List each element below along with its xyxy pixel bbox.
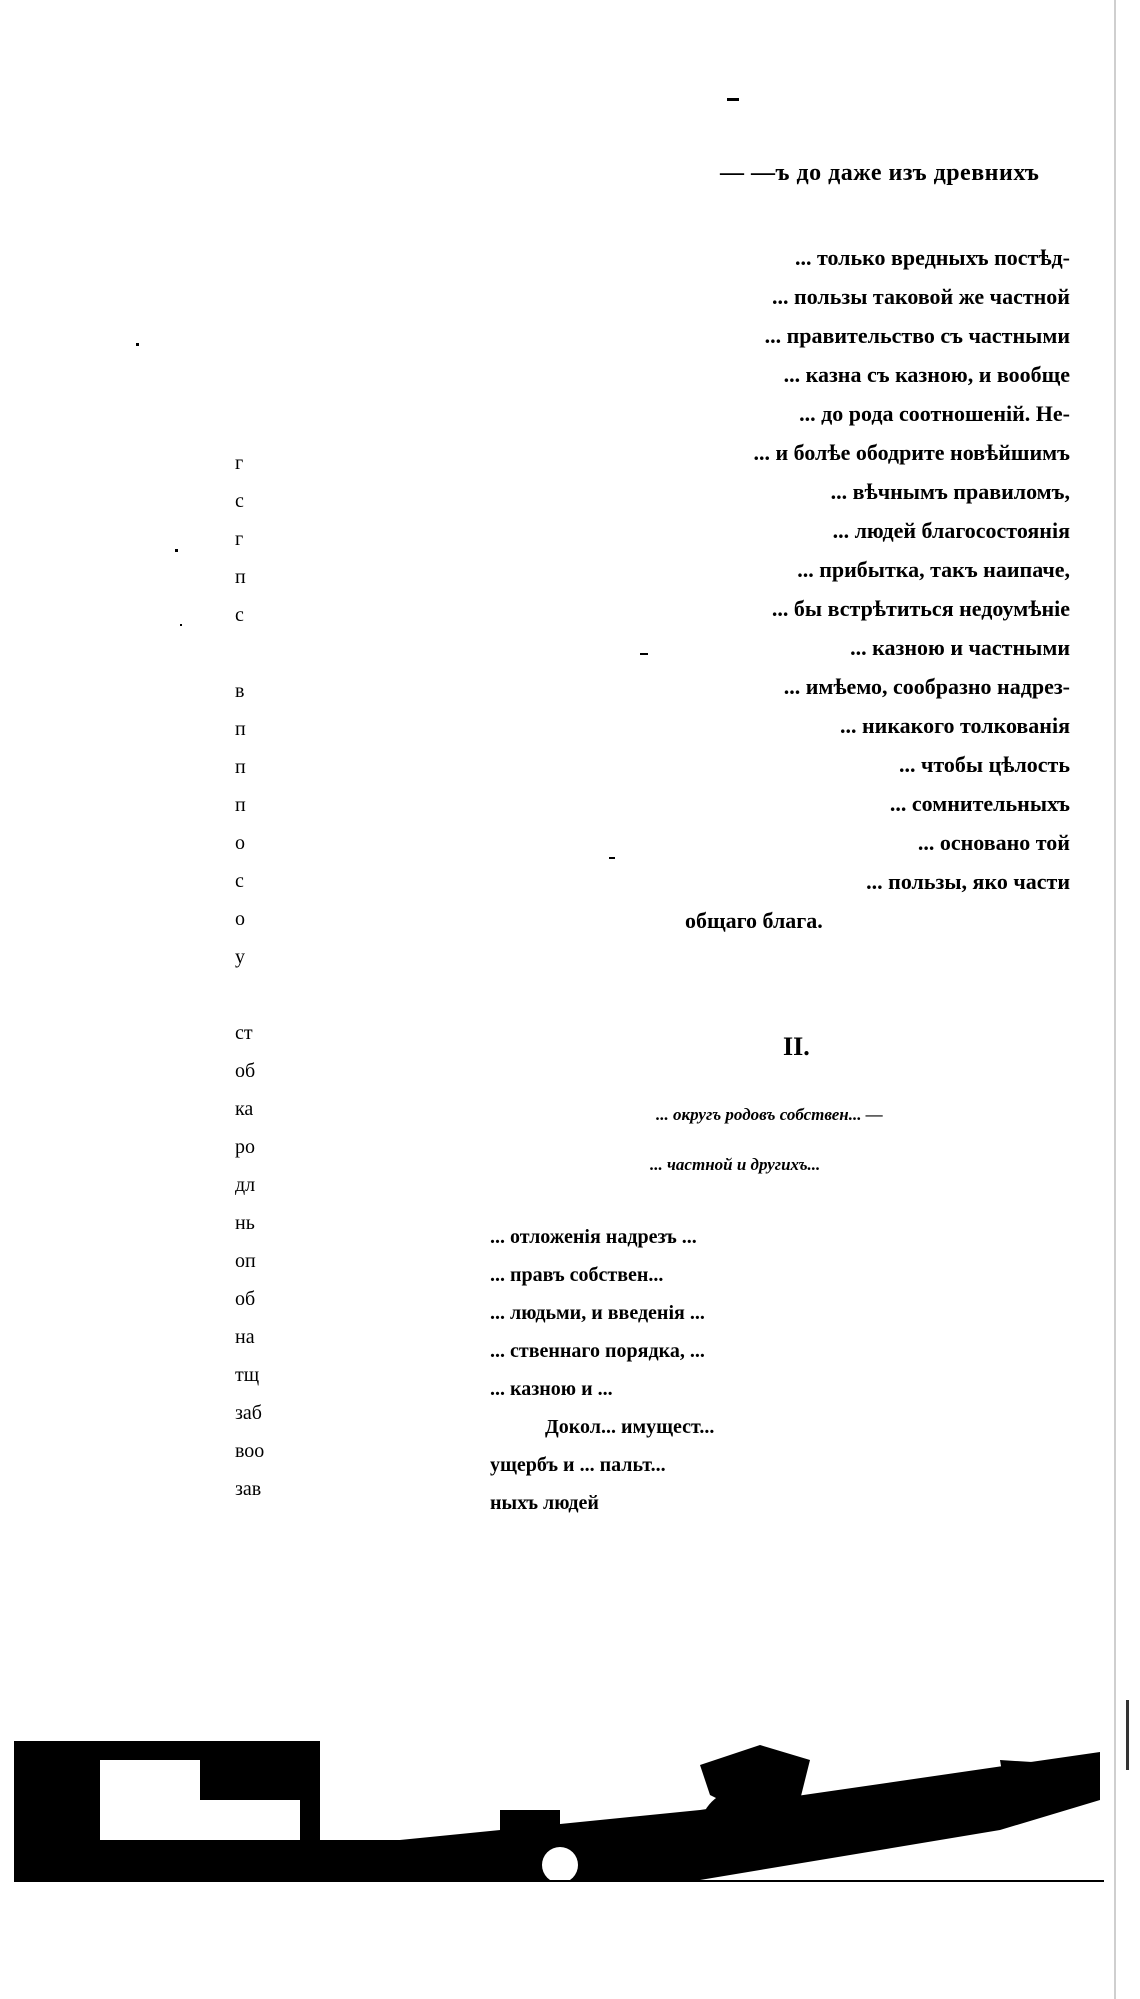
text-line: ... прибытка, такъ наипаче, — [797, 557, 1070, 582]
fragment: ро — [235, 1136, 255, 1158]
text-line: ... казною и частными — [850, 635, 1070, 660]
text-line: ... и болѣе ободрите новѣйшимъ — [753, 440, 1070, 465]
text-line: ... людей благосостоянія — [832, 518, 1070, 543]
fragment: п — [235, 718, 246, 740]
text-line: ... вѣчнымъ правиломъ, — [830, 479, 1070, 504]
text-line: ... чтобы цѣлость — [898, 752, 1070, 777]
text-line: ... казною и ... — [490, 1378, 613, 1400]
fragment: о — [235, 832, 245, 854]
scan-speck — [609, 857, 615, 859]
header-line: — —ъ до даже изъ древнихъ — [720, 160, 1040, 186]
fragment: о — [235, 908, 245, 930]
text-line: ... правительство съ частными — [764, 323, 1070, 348]
left-column-fragments — [235, 444, 295, 1508]
upper-text-block — [630, 238, 1070, 940]
fragment: п — [235, 566, 246, 588]
section-number: II. — [783, 1032, 810, 1061]
scan-speck — [180, 624, 182, 626]
fragment: ст — [235, 1022, 253, 1044]
fragment: с — [235, 604, 244, 626]
scan-speck — [136, 343, 139, 346]
fragment-gap — [235, 976, 295, 1014]
top-dash — [727, 98, 739, 101]
section-subtitle-1: ... округъ родовъ собствен... — — [656, 1105, 883, 1124]
fragment: воо — [235, 1440, 265, 1462]
text-line: ... сомнительныхъ — [889, 791, 1070, 816]
text-line: ... пользы, яко части — [866, 869, 1070, 894]
fragment: оп — [235, 1250, 256, 1272]
text-line: ... бы встрѣтиться недоумѣніе — [771, 596, 1070, 621]
fragment: на — [235, 1326, 255, 1348]
fragment: заб — [235, 1402, 262, 1424]
fragment: с — [235, 490, 244, 512]
fragment-gap — [235, 634, 295, 672]
text-line: ... до рода соотношеній. Не- — [799, 401, 1070, 426]
fragment: об — [235, 1060, 256, 1082]
text-line: ... только вредныхъ постѣд- — [794, 245, 1070, 270]
text-line: ... людьми, и введенія ... — [490, 1302, 705, 1324]
text-line: ныхъ людей — [490, 1492, 599, 1514]
text-line: ущербъ и ... пальт... — [490, 1454, 666, 1476]
text-line: Докол... имущест... — [545, 1416, 715, 1438]
page-edge-mark — [1126, 1700, 1129, 1770]
fragment: нь — [235, 1212, 255, 1234]
fragment: с — [235, 870, 244, 892]
fragment: об — [235, 1288, 256, 1310]
text-line: ... никакого толкованія — [839, 713, 1070, 738]
fragment: ка — [235, 1098, 254, 1120]
fragment: дл — [235, 1174, 256, 1196]
lower-text-block — [490, 1218, 1070, 1522]
fragment: зав — [235, 1478, 262, 1500]
fragment: п — [235, 794, 246, 816]
fragment: г — [235, 528, 244, 550]
page-edge — [1114, 0, 1116, 1999]
text-line: ... казна съ казною, и вообще — [783, 362, 1070, 387]
fragment: г — [235, 452, 244, 474]
fragment: п — [235, 756, 246, 778]
text-line: ... ственнаго порядка, ... — [490, 1340, 705, 1362]
scan-stain — [0, 1740, 1114, 1900]
text-line: ... правъ собствен... — [490, 1264, 664, 1286]
text-line: ... имѣемо, сообразно надрез- — [783, 674, 1070, 699]
fragment: тщ — [235, 1364, 260, 1386]
fragment: у — [235, 946, 245, 968]
text-line: ... отложенія надрезъ ... — [490, 1226, 697, 1248]
scan-speck — [175, 549, 178, 552]
text-line: ... основано той — [917, 830, 1070, 855]
text-line-last: общаго блага. — [685, 908, 823, 933]
scan-speck — [640, 653, 648, 655]
fragment: в — [235, 680, 245, 702]
section-subtitle-2: ... частной и другихъ... — [650, 1155, 821, 1174]
text-line: ... пользы таковой же частной — [772, 284, 1070, 309]
